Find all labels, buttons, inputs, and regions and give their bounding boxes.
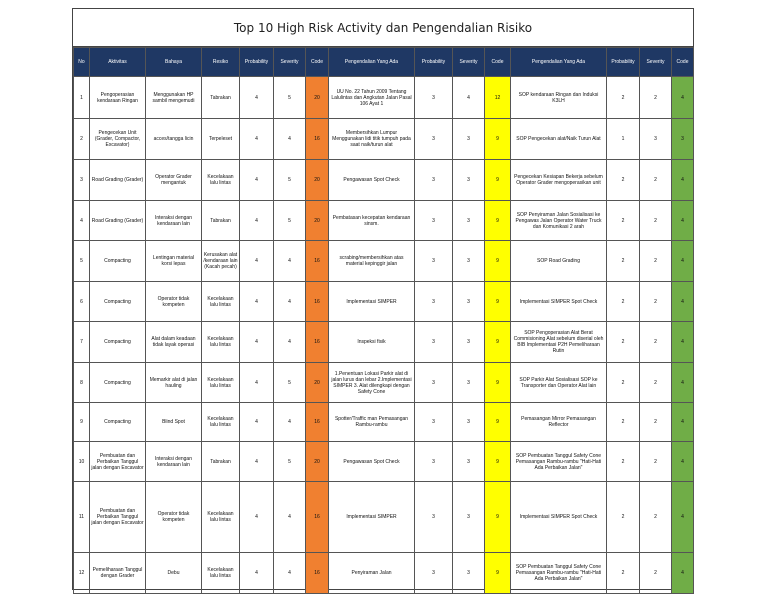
probability-cell: 3 [415, 363, 453, 403]
risk-cell: Kecelakaan lalu lintas [202, 482, 240, 553]
code-cell: 3 [672, 119, 694, 160]
probability-cell: 2 [607, 363, 640, 403]
severity-cell: 2 [640, 77, 672, 119]
row-number: 8 [74, 363, 90, 403]
control-cell: Implementasi SIMPER [329, 282, 415, 322]
probability-cell: 2 [607, 403, 640, 442]
column-header: Code [485, 48, 511, 77]
column-header: Pengendalian Yang Ada [329, 48, 415, 77]
severity-cell: 2 [640, 322, 672, 363]
probability-cell: 3 [415, 553, 453, 594]
severity-cell: 2 [640, 160, 672, 201]
risk-cell: Tabrakan [202, 201, 240, 241]
row-number: 9 [74, 403, 90, 442]
control-cell: Inspeksi fisik [329, 322, 415, 363]
severity-cell: 5 [274, 160, 306, 201]
row-number: 3 [74, 160, 90, 201]
probability-cell: 4 [240, 282, 274, 322]
code-cell: 20 [306, 442, 329, 482]
probability-cell: 2 [607, 322, 640, 363]
control-cell: SOP Pengoperasian Alat Berat Commisioning Alat sebelum diserial oleh BIB Implementasi P2H Pemeliharaan Rutin [511, 322, 607, 363]
probability-cell: 4 [240, 553, 274, 594]
severity-cell: 3 [453, 241, 485, 282]
probability-cell: 4 [240, 241, 274, 282]
code-cell: 9 [485, 442, 511, 482]
control-cell: Pemasangan Mirror Pemasangan Reflector [511, 403, 607, 442]
probability-cell: 4 [240, 482, 274, 553]
severity-cell: 3 [453, 119, 485, 160]
column-header: Resiko [202, 48, 240, 77]
control-cell: SOP Pengecekan alat/Naik Turun Alat [511, 119, 607, 160]
code-cell: 9 [485, 363, 511, 403]
severity-cell: 2 [640, 241, 672, 282]
probability-cell: 4 [240, 160, 274, 201]
severity-cell: 5 [274, 201, 306, 241]
probability-cell: 3 [415, 403, 453, 442]
code-cell: 16 [306, 322, 329, 363]
control-cell: Pembatasan kecepatan kendaraan sinsm. [329, 201, 415, 241]
probability-cell: 3 [415, 160, 453, 201]
column-header: Probability [240, 48, 274, 77]
control-cell: UU No. 22 Tahun 2009 Tentang Lalulintas dan Angkutan Jalan Pasal 106 Ayat 1 [329, 77, 415, 119]
table-row [74, 160, 694, 201]
code-cell: 16 [306, 553, 329, 594]
code-cell: 9 [485, 282, 511, 322]
probability-cell: 3 [415, 482, 453, 553]
code-cell: 16 [306, 403, 329, 442]
activity-cell: Pengoperasian kendaraan Ringan [90, 77, 146, 119]
row-number: 10 [74, 442, 90, 482]
severity-cell: 4 [453, 77, 485, 119]
probability-cell: 2 [607, 241, 640, 282]
probability-cell: 2 [607, 482, 640, 553]
probability-cell: 2 [607, 201, 640, 241]
severity-cell: 3 [453, 322, 485, 363]
row-number: 1 [74, 77, 90, 119]
risk-table [73, 47, 694, 594]
code-cell: 4 [672, 322, 694, 363]
column-header: Probability [607, 48, 640, 77]
table-row [74, 553, 694, 594]
code-cell: 20 [306, 201, 329, 241]
probability-cell: 3 [415, 282, 453, 322]
severity-cell: 2 [640, 553, 672, 594]
code-cell: 9 [485, 119, 511, 160]
severity-cell: 3 [453, 553, 485, 594]
probability-cell: 4 [240, 442, 274, 482]
activity-cell: Compacting [90, 282, 146, 322]
control-cell: 1.Penentuan Lokasi Parkir alat di jalan lurus dan lebar 2.Implementasi SIMPER 3. Alat dilengkapi dengan Safety Cone [329, 363, 415, 403]
activity-cell: Road Grading (Grader) [90, 201, 146, 241]
column-header: No [74, 48, 90, 77]
code-cell: 4 [672, 201, 694, 241]
severity-cell: 4 [274, 482, 306, 553]
code-cell: 9 [485, 201, 511, 241]
control-cell: Implementasi SIMPER Spot Check [511, 282, 607, 322]
severity-cell: 3 [453, 442, 485, 482]
code-cell: 9 [485, 553, 511, 594]
column-header: Severity [453, 48, 485, 77]
table-row [74, 363, 694, 403]
row-number: 2 [74, 119, 90, 160]
probability-cell: 4 [240, 363, 274, 403]
probability-cell: 3 [415, 322, 453, 363]
severity-cell: 3 [640, 119, 672, 160]
column-header: Severity [640, 48, 672, 77]
severity-cell: 5 [274, 363, 306, 403]
severity-cell: 4 [274, 403, 306, 442]
code-cell: 20 [306, 363, 329, 403]
code-cell: 4 [672, 77, 694, 119]
severity-cell: 2 [640, 201, 672, 241]
risk-cell: Kerusakan alat /kendaraan lain (Kacah pecah) [202, 241, 240, 282]
table-row [74, 201, 694, 241]
table-row [74, 403, 694, 442]
probability-cell: 4 [240, 322, 274, 363]
table-header-row [74, 48, 694, 77]
code-cell: 12 [485, 77, 511, 119]
code-cell: 4 [672, 482, 694, 553]
control-cell: Implementasi SIMPER [329, 482, 415, 553]
hazard-cell: Memarkir alat di jalan hauling [146, 363, 202, 403]
probability-cell: 2 [607, 160, 640, 201]
severity-cell: 3 [453, 482, 485, 553]
activity-cell: Compacting [90, 322, 146, 363]
severity-cell: 2 [640, 403, 672, 442]
row-number: 5 [74, 241, 90, 282]
column-header: Severity [274, 48, 306, 77]
control-cell: Spotter/Traffic man Pemasangan Rambu-rambu [329, 403, 415, 442]
control-cell: Pengawasan Spot Check [329, 160, 415, 201]
hazard-cell: Blind Spot [146, 403, 202, 442]
risk-cell: Terpeleset [202, 119, 240, 160]
control-cell: Pengawasan Spot Check [329, 442, 415, 482]
probability-cell: 2 [607, 282, 640, 322]
risk-cell: Kecelakaan lalu lintas [202, 322, 240, 363]
code-cell: 9 [485, 322, 511, 363]
code-cell: 4 [672, 403, 694, 442]
code-cell: 20 [306, 160, 329, 201]
hazard-cell: Operator Grader mengantuk [146, 160, 202, 201]
probability-cell: 4 [240, 77, 274, 119]
control-cell: SOP Penyiraman Jalan Sosialisasi ke Pengawas Jalan Operator Water Truck dan Komunikasi 2 arah [511, 201, 607, 241]
code-cell: 4 [672, 160, 694, 201]
activity-cell: Compacting [90, 363, 146, 403]
control-cell: Penyiraman Jalan [329, 553, 415, 594]
row-number: 7 [74, 322, 90, 363]
hazard-cell: Operator tidak kompeten [146, 482, 202, 553]
code-cell: 4 [672, 241, 694, 282]
severity-cell: 4 [274, 553, 306, 594]
probability-cell: 4 [240, 201, 274, 241]
probability-cell: 3 [415, 119, 453, 160]
severity-cell: 4 [274, 322, 306, 363]
risk-cell: Kecelakaan lalu lintas [202, 160, 240, 201]
probability-cell: 2 [607, 77, 640, 119]
control-cell: Pengecekan Kesiapan Bekerja sebelum Operator Grader mengoperasikan unit [511, 160, 607, 201]
code-cell: 16 [306, 482, 329, 553]
table-row [74, 442, 694, 482]
severity-cell: 2 [640, 442, 672, 482]
activity-cell: Pembuatan dan Perbaikan Tanggul jalan dengan Excavator [90, 442, 146, 482]
hazard-cell: Interaksi dengan kendaraan lain [146, 201, 202, 241]
code-cell: 4 [672, 363, 694, 403]
code-cell: 4 [672, 553, 694, 594]
activity-cell: Pemeliharaan Tanggul dengan Grader [90, 553, 146, 594]
severity-cell: 5 [274, 77, 306, 119]
row-number: 11 [74, 482, 90, 553]
severity-cell: 3 [453, 363, 485, 403]
code-cell: 9 [485, 241, 511, 282]
column-header: Bahaya [146, 48, 202, 77]
probability-cell: 3 [415, 241, 453, 282]
severity-cell: 3 [453, 160, 485, 201]
risk-cell: Kecelakaan lalu lintas [202, 403, 240, 442]
severity-cell: 4 [274, 282, 306, 322]
table-row [74, 241, 694, 282]
risk-cell: Kecelakaan lalu lintas [202, 363, 240, 403]
risk-cell: Tabrakan [202, 442, 240, 482]
table-row [74, 77, 694, 119]
probability-cell: 4 [240, 403, 274, 442]
column-header: Probability [415, 48, 453, 77]
activity-cell: Pengecekan Unit (Grader, Compactor, Excavator) [90, 119, 146, 160]
code-cell: 9 [485, 160, 511, 201]
severity-cell: 2 [640, 482, 672, 553]
code-cell: 9 [485, 482, 511, 553]
table-row [74, 322, 694, 363]
control-cell: SOP Pembuatan Tanggul Safety Cone Pemasangan Rambu-rambu "Hati-Hati Ada Perbaikan Jalan" [511, 442, 607, 482]
code-cell: 16 [306, 119, 329, 160]
control-cell: Implementasi SIMPER Spot Check [511, 482, 607, 553]
control-cell: SOP Parkir Alat Sosialisasi SOP ke Transporter dan Operator Alat lain [511, 363, 607, 403]
row-number: 12 [74, 553, 90, 594]
page-title: Top 10 High Risk Activity dan Pengendalian Risiko [73, 9, 693, 47]
column-header: Aktivitas [90, 48, 146, 77]
column-header: Code [672, 48, 694, 77]
risk-cell: Kecelakaan lalu lintas [202, 282, 240, 322]
probability-cell: 3 [415, 201, 453, 241]
code-cell: 9 [485, 403, 511, 442]
hazard-cell: acces/tangga licin [146, 119, 202, 160]
probability-cell: 2 [607, 553, 640, 594]
severity-cell: 2 [640, 282, 672, 322]
probability-cell: 3 [415, 77, 453, 119]
severity-cell: 4 [274, 241, 306, 282]
hazard-cell: Interaksi dengan kendaraan lain [146, 442, 202, 482]
severity-cell: 4 [274, 119, 306, 160]
activity-cell: Road Grading (Grader) [90, 160, 146, 201]
table-row [74, 482, 694, 553]
code-cell: 4 [672, 282, 694, 322]
table-row [74, 119, 694, 160]
risk-sheet [72, 8, 694, 590]
probability-cell: 2 [607, 442, 640, 482]
severity-cell: 2 [640, 363, 672, 403]
column-header: Pengendalian Yang Ada [511, 48, 607, 77]
severity-cell: 5 [274, 442, 306, 482]
control-cell: scrabing/membersihkan atas material kepinggir jalan [329, 241, 415, 282]
code-cell: 4 [672, 442, 694, 482]
code-cell: 20 [306, 77, 329, 119]
control-cell: Membersihkan Lumpur Menggunakan lidi titik tumpuh pada saat naik/turun alat [329, 119, 415, 160]
risk-cell: Tabrakan [202, 77, 240, 119]
control-cell: SOP Pembuatan Tanggul Safety Cone Pemasangan Rambu-rambu "Hati-Hati Ada Perbaikan Jalan" [511, 553, 607, 594]
activity-cell: Pembuatan dan Perbaikan Tanggul jalan dengan Excavator [90, 482, 146, 553]
probability-cell: 3 [415, 442, 453, 482]
probability-cell: 4 [240, 119, 274, 160]
hazard-cell: Alat dalam keadaan tidak layak operasi [146, 322, 202, 363]
row-number: 4 [74, 201, 90, 241]
row-number: 6 [74, 282, 90, 322]
risk-cell: Kecelakaan lalu lintas [202, 553, 240, 594]
control-cell: SOP Road Grading [511, 241, 607, 282]
probability-cell: 1 [607, 119, 640, 160]
activity-cell: Compacting [90, 403, 146, 442]
hazard-cell: Menggunakan HP sambil mengemudi [146, 77, 202, 119]
hazard-cell: Operator tidak kompeten [146, 282, 202, 322]
severity-cell: 3 [453, 282, 485, 322]
hazard-cell: Lentingan material korsi lepas [146, 241, 202, 282]
code-cell: 16 [306, 241, 329, 282]
hazard-cell: Debu [146, 553, 202, 594]
code-cell: 16 [306, 282, 329, 322]
control-cell: SOP kendaraan Ringan dan Induksi K3LH [511, 77, 607, 119]
column-header: Code [306, 48, 329, 77]
severity-cell: 3 [453, 201, 485, 241]
activity-cell: Compacting [90, 241, 146, 282]
severity-cell: 3 [453, 403, 485, 442]
table-row [74, 282, 694, 322]
